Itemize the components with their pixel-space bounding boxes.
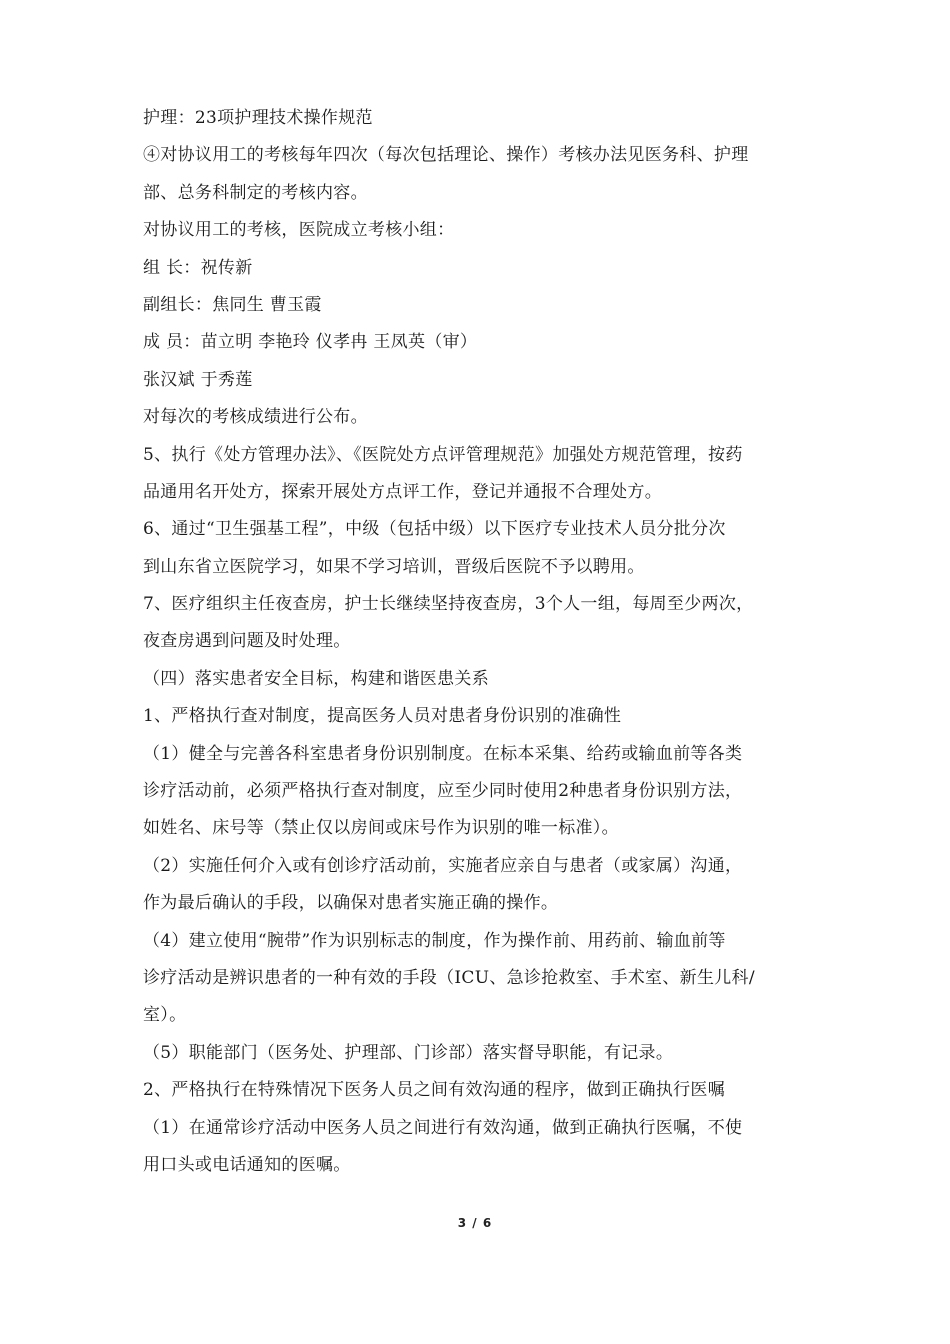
text-line: （1）健全与完善各科室患者身份识别制度。在标本采集、给药或输血前等各类	[143, 743, 743, 764]
text-line: 组 长：祝传新	[143, 257, 253, 278]
text-line: 夜查房遇到问题及时处理。	[143, 631, 351, 652]
text-line: （1）在通常诊疗活动中医务人员之间进行有效沟通，做到正确执行医嘱，不使	[143, 1117, 743, 1138]
text-line: 成 员：苗立明 李艳玲 仪孝冉 王凤英（审）	[143, 332, 478, 353]
text-line: 5、执行《处方管理办法》、《医院处方点评管理规范》加强处方规范管理，按药	[143, 444, 743, 465]
text-line: 部、总务科制定的考核内容。	[143, 182, 368, 203]
text-line: 品通用名开处方，探索开展处方点评工作，登记并通报不合理处方。	[143, 481, 662, 502]
text-line: 7、医疗组织主任夜查房，护士长继续坚持夜查房，3个人一组，每周至少两次，	[143, 594, 754, 615]
text-line: 2、严格执行在特殊情况下医务人员之间有效沟通的程序，做到正确执行医嘱	[143, 1080, 726, 1101]
text-line: 诊疗活动前，必须严格执行查对制度，应至少同时使用2种患者身份识别方法，	[143, 781, 743, 802]
text-line: 对协议用工的考核，医院成立考核小组：	[143, 220, 455, 241]
text-line: 诊疗活动是辨识患者的一种有效的手段（ICU、急诊抢救室、手术室、新生儿科/	[143, 967, 755, 988]
text-line: 对每次的考核成绩进行公布。	[143, 407, 368, 428]
text-line: 副组长：焦同生 曹玉霞	[143, 294, 322, 315]
text-line: 1、严格执行查对制度，提高医务人员对患者身份识别的准确性	[143, 706, 622, 727]
text-line: （4）建立使用“腕带”作为识别标志的制度，作为操作前、用药前、输血前等	[143, 930, 726, 951]
text-line: 作为最后确认的手段，以确保对患者实施正确的操作。	[143, 893, 559, 914]
text-line: 室）。	[143, 1005, 187, 1026]
text-line: ④对协议用工的考核每年四次（每次包括理论、操作）考核办法见医务科、护理	[143, 145, 749, 166]
text-line: 张汉斌 于秀莲	[143, 369, 253, 390]
document-body	[143, 100, 823, 1184]
text-line: 6、通过“卫生强基工程”，中级（包括中级）以下医疗专业技术人员分批分次	[143, 519, 726, 540]
text-line: （2）实施任何介入或有创诊疗活动前，实施者应亲自与患者（或家属）沟通，	[143, 855, 743, 876]
text-line: 用口头或电话通知的医嘱。	[143, 1154, 351, 1175]
text-line: 护理：23项护理技术操作规范	[143, 108, 373, 128]
section-heading: （四）落实患者安全目标，构建和谐医患关系	[143, 668, 489, 689]
text-line: 到山东省立医院学习，如果不学习培训，晋级后医院不予以聘用。	[143, 556, 645, 577]
page-number: 3 / 6	[457, 1216, 493, 1230]
text-line: （5）职能部门（医务处、护理部、门诊部）落实督导职能，有记录。	[143, 1042, 674, 1063]
text-line: 如姓名、床号等（禁止仅以房间或床号作为识别的唯一标准）。	[143, 818, 619, 839]
